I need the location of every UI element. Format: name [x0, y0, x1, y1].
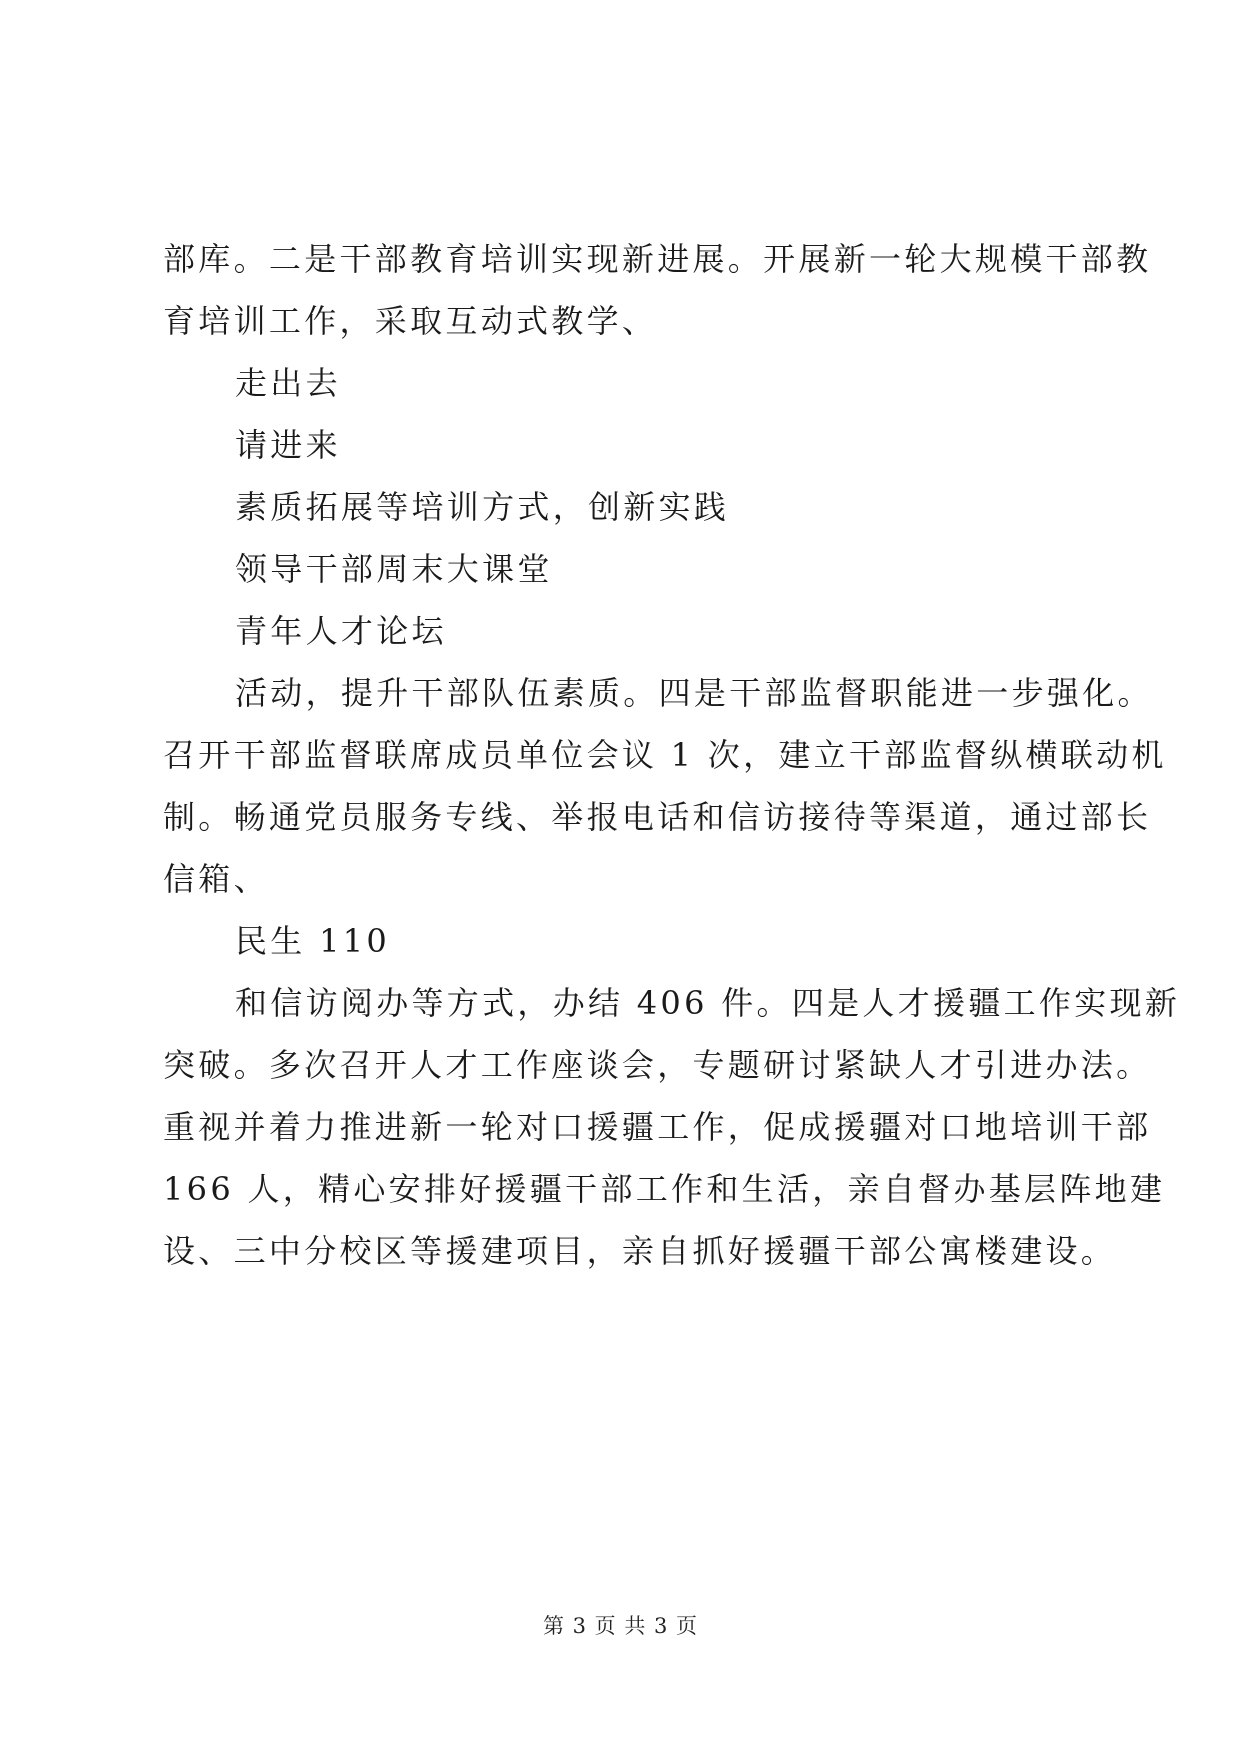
text-line: 请进来 [235, 426, 341, 464]
text-line: 素质拓展等培训方式，创新实践 [235, 488, 730, 526]
text-line: 重视并着力推进新一轮对口援疆工作，促成援疆对口地培训干部 [163, 1108, 1152, 1146]
text-line: 育培训工作，采取互动式教学、 [163, 302, 658, 340]
document-body [163, 228, 1181, 1282]
text-line: 领导干部周末大课堂 [235, 550, 553, 588]
text-line: 设、三中分校区等援建项目，亲自抓好援疆干部公寓楼建设。 [163, 1232, 1117, 1270]
text-line: 活动，提升干部队伍素质。四是干部监督职能进一步强化。 [235, 674, 1153, 712]
text-line: 制。畅通党员服务专线、举报电话和信访接待等渠道，通过部长 [163, 798, 1152, 836]
text-line: 民生 110 [235, 922, 391, 960]
text-line: 信箱、 [163, 860, 269, 898]
text-line: 部库。二是干部教育培训实现新进展。开展新一轮大规模干部教 [163, 240, 1152, 278]
text-line: 青年人才论坛 [235, 612, 447, 650]
text-line: 166 人，精心安排好援疆干部工作和生活，亲自督办基层阵地建 [163, 1170, 1166, 1208]
page-number-footer: 第 3 页 共 3 页 [542, 1614, 699, 1638]
text-line: 和信访阅办等方式，办结 406 件。四是人才援疆工作实现新 [235, 984, 1181, 1022]
text-line: 突破。多次召开人才工作座谈会，专题研讨紧缺人才引进办法。 [163, 1046, 1152, 1084]
text-line: 召开干部监督联席成员单位会议 1 次，建立干部监督纵横联动机 [163, 736, 1167, 774]
text-line: 走出去 [235, 364, 341, 402]
